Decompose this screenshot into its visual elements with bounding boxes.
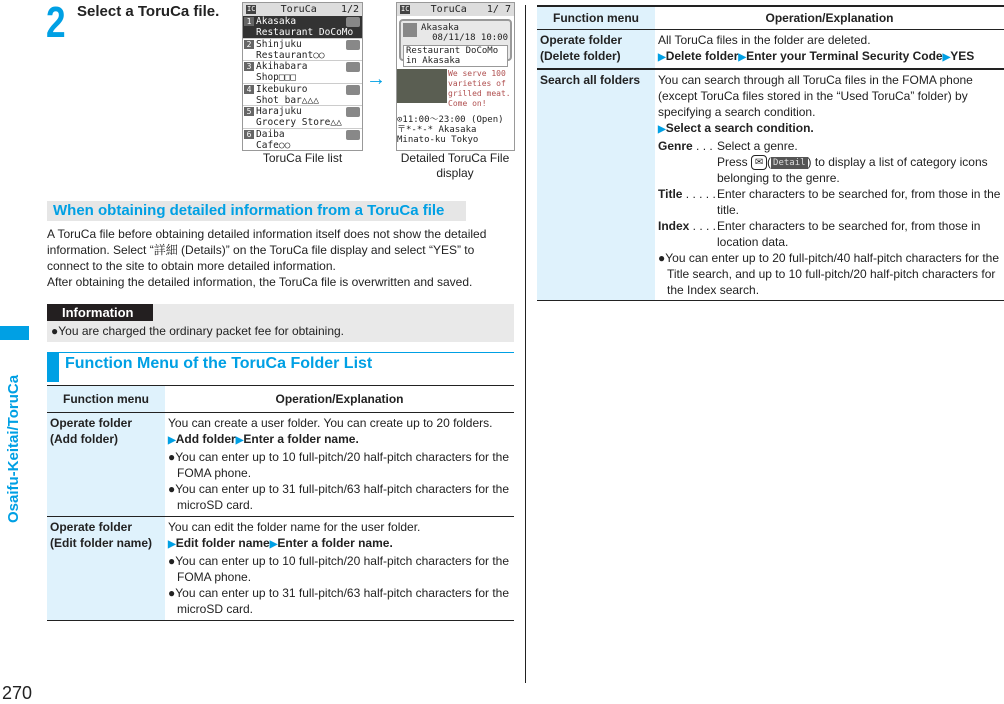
toruca-list-item[interactable] (243, 106, 362, 129)
toruca-list-screen (242, 2, 363, 151)
genre-value: Select a genre. (717, 139, 798, 153)
function-menu-table (47, 385, 514, 621)
item-area: Ikebukuro (256, 83, 308, 95)
detail-softkey: Detail (773, 157, 806, 168)
press-text: Press (717, 155, 748, 169)
step-b: Enter a folder name. (243, 432, 359, 446)
list-caption: ToruCa File list (262, 151, 343, 165)
bullet: ●You can enter up to 10 full-pitch/20 half-pitch characters for the FOMA phone. (168, 450, 510, 480)
menu-name: Search all folders (540, 73, 641, 87)
paragraph-2: After obtaining the detailed information, the ToruCa file is overwritten and saved. (47, 275, 473, 289)
step-a: Select a search condition. (665, 121, 814, 135)
dots: . . . . . (682, 187, 716, 202)
item-name: Restaurant○○ (256, 49, 325, 61)
row-desc: All ToruCa files in the folder are deleted. (658, 33, 871, 47)
information-label: Information (47, 304, 153, 321)
menu-sub: (Edit folder name) (50, 536, 153, 550)
col-header-explanation: Operation/Explanation (165, 386, 514, 413)
detail-name-2: in Akasaka (406, 56, 461, 66)
index-value: Enter characters to be searched for, from those in location data. (717, 219, 981, 250)
function-menu-table-continued (537, 5, 1004, 301)
item-area: Harajuku (256, 106, 302, 117)
item-number: 4 (244, 85, 254, 94)
information-text: ●You are charged the ordinary packet fee for obtaining. (51, 324, 344, 338)
detail-name: Restaurant DoCoMo (406, 46, 499, 56)
item-name: Grocery Store△△ (256, 117, 342, 128)
col-header-explanation: Operation/Explanation (655, 6, 1004, 30)
item-number: 6 (244, 130, 254, 139)
category-icon (346, 130, 360, 140)
item-number: 5 (244, 107, 254, 116)
section-marker (47, 353, 59, 382)
detail-paragraph (47, 226, 517, 290)
dots: . . . (692, 139, 713, 153)
row-desc: You can create a user folder. You can create up to 20 folders. (168, 416, 493, 430)
toruca-list-item[interactable] (243, 129, 362, 152)
item-number: 2 (244, 40, 254, 49)
step-c: YES (950, 49, 975, 63)
detail-promo: We serve 100 varieties of grilled meat. Come on! (448, 69, 511, 108)
item-area: Daiba (256, 128, 285, 140)
screen-title: ToruCa (430, 4, 467, 15)
index-key: Index (658, 219, 690, 234)
detail-caption: Detailed ToruCa File display (400, 151, 510, 180)
page-number: 270 (2, 683, 33, 703)
shop-photo (397, 69, 447, 103)
item-name: Cafe○○ (256, 139, 291, 151)
item-area: Akihabara (256, 61, 308, 72)
item-area: Shinjuku (256, 38, 302, 50)
toruca-list-item[interactable] (243, 84, 362, 107)
detail-datetime: 08/11/18 10:00 (432, 33, 508, 43)
category-icon (346, 62, 360, 72)
restaurant-icon (403, 23, 417, 37)
step-b: Enter a folder name. (277, 536, 393, 550)
step-a: Edit folder name (175, 536, 270, 550)
genre-key: Genre (658, 139, 693, 153)
bullet: ●You can enter up to 31 full-pitch/63 half-pitch characters for the microSD card. (168, 586, 510, 616)
item-name: Shop□□□ (256, 72, 297, 83)
col-header-menu: Function menu (537, 6, 655, 30)
table-row: Operate folder (Delete folder) All ToruCa files in the folder are deleted. ▶Delete folder▶Enter your Terminal Security Code▶YES (537, 30, 1004, 70)
dots: . . . . (689, 219, 717, 234)
step-instruction: Select a ToruCa file. (77, 3, 220, 20)
arrow-right-icon: → (366, 68, 386, 90)
item-area: Akasaka (256, 16, 297, 27)
step-a: Delete folder (665, 49, 739, 63)
index-item (658, 218, 1001, 250)
category-icon (346, 17, 360, 27)
menu-name: Operate folder (50, 416, 133, 430)
detail-place: Akasaka (421, 23, 459, 33)
category-icon (346, 107, 360, 117)
ic-icon: IC (247, 5, 256, 13)
menu-sub: (Delete folder) (540, 49, 621, 63)
side-tab-label: Osaifu-Keitai/ToruCa (5, 374, 22, 523)
screen-page: 1/2 (340, 4, 359, 15)
step-b: Enter your Terminal Security Code (746, 49, 943, 63)
section-heading (47, 352, 514, 381)
genre-item: Genre . . . Select a genre. Press ✉ ( Detail ) to display a list of category icons belonging to the genre. (658, 139, 988, 186)
bullet: ●You can enter up to 20 full-pitch/40 half-pitch characters for the Title search, and up to 10 full-pitch/20 half-pitch characters for the Index search. (658, 251, 1000, 298)
menu-name: Operate folder (50, 520, 133, 534)
toruca-detail-screen (396, 2, 515, 151)
step-number: 2 (46, 0, 66, 47)
detail-heading: When obtaining detailed information from a ToruCa file (47, 201, 466, 221)
screen-page: 1/ 7 (486, 4, 511, 15)
paragraph-1: A ToruCa file before obtaining detailed information itself does not show the detailed information. Select “詳細 (Details)” on the ToruCa file display and select “YES” to connect to the site to obtain more detailed information. (47, 227, 487, 273)
toruca-list-item[interactable] (243, 16, 362, 39)
category-icon (346, 40, 360, 50)
item-name: Shot bar△△△ (256, 94, 319, 106)
side-tab-marker (0, 326, 29, 340)
table-row: Operate folder (Add folder) You can create a user folder. You can create up to 20 folders. ▶Add folder▶Enter a folder name. ●You can enter up to 10 full-pitch/20 half-pitch characters for the FOMA phone. ●You can enter up to 31 full-pitch/63 half-pitch characters for the microSD card. (47, 413, 514, 517)
title-key: Title (658, 187, 683, 202)
item-name: Restaurant DoCoMo (256, 27, 354, 38)
information-box (47, 304, 514, 342)
detail-address: 〒*-*-* Akasaka Minato-ku Tokyo (397, 125, 479, 145)
item-number: 3 (244, 62, 254, 71)
title-value: Enter characters to be searched for, from those in the title. (717, 187, 1001, 218)
bullet: ●You can enter up to 31 full-pitch/63 half-pitch characters for the microSD card. (168, 482, 510, 512)
toruca-list-item[interactable] (243, 61, 362, 84)
mail-key-icon: ✉ (751, 155, 767, 170)
ic-icon: IC (401, 5, 410, 13)
title-item (658, 186, 1001, 218)
category-icon (346, 85, 360, 95)
row-desc: You can edit the folder name for the user folder. (168, 520, 421, 534)
table-row: Operate folder (Edit folder name) You can edit the folder name for the user folder. ▶Edit folder name▶Enter a folder name. ●You can enter up to 10 full-pitch/20 half-pitch characters for the FOMA phone. ●You can enter up to 31 full-pitch/63 half-pitch characters for the microSD card. (47, 517, 514, 621)
step-a: Add folder (175, 432, 236, 446)
table-row: Search all folders You can search through all ToruCa files in the FOMA phone (except ToruCa files stored in the “Used ToruCa” folder) by specifying a search condition. ▶Select a search condition. Genre . . . Select a genre. Press ✉ ( Detail ) to display a list of category icons belonging to the genre. Title . . . . . Enter characters to be searched for, from those in the title. Index . . . . Enter characters to be searched for, from those in location data. ●You can enter up to 20 full-pitch/40 half-pitch characters for the Title search, and up to 10 full-pitch/20 half-pitch characters for the Index search. (537, 69, 1004, 301)
section-title: Function Menu of the ToruCa Folder List (65, 355, 373, 372)
detail-hours: ⊙11:00～23:00 (Open) (397, 115, 504, 125)
row-desc: You can search through all ToruCa files in the FOMA phone (except ToruCa files stored in the “Used ToruCa” folder) by specifying a search condition. (658, 73, 973, 119)
menu-name: Operate folder (540, 33, 623, 47)
screen-title: ToruCa (280, 4, 317, 15)
press-rest: ) to display a list of category icons belonging to the genre. (717, 155, 988, 186)
item-number: 1 (244, 17, 254, 26)
bullet: ●You can enter up to 10 full-pitch/20 half-pitch characters for the FOMA phone. (168, 554, 510, 584)
column-divider (525, 5, 526, 683)
toruca-list-item[interactable] (243, 39, 362, 62)
menu-sub: (Add folder) (50, 432, 118, 446)
col-header-menu: Function menu (47, 386, 165, 413)
